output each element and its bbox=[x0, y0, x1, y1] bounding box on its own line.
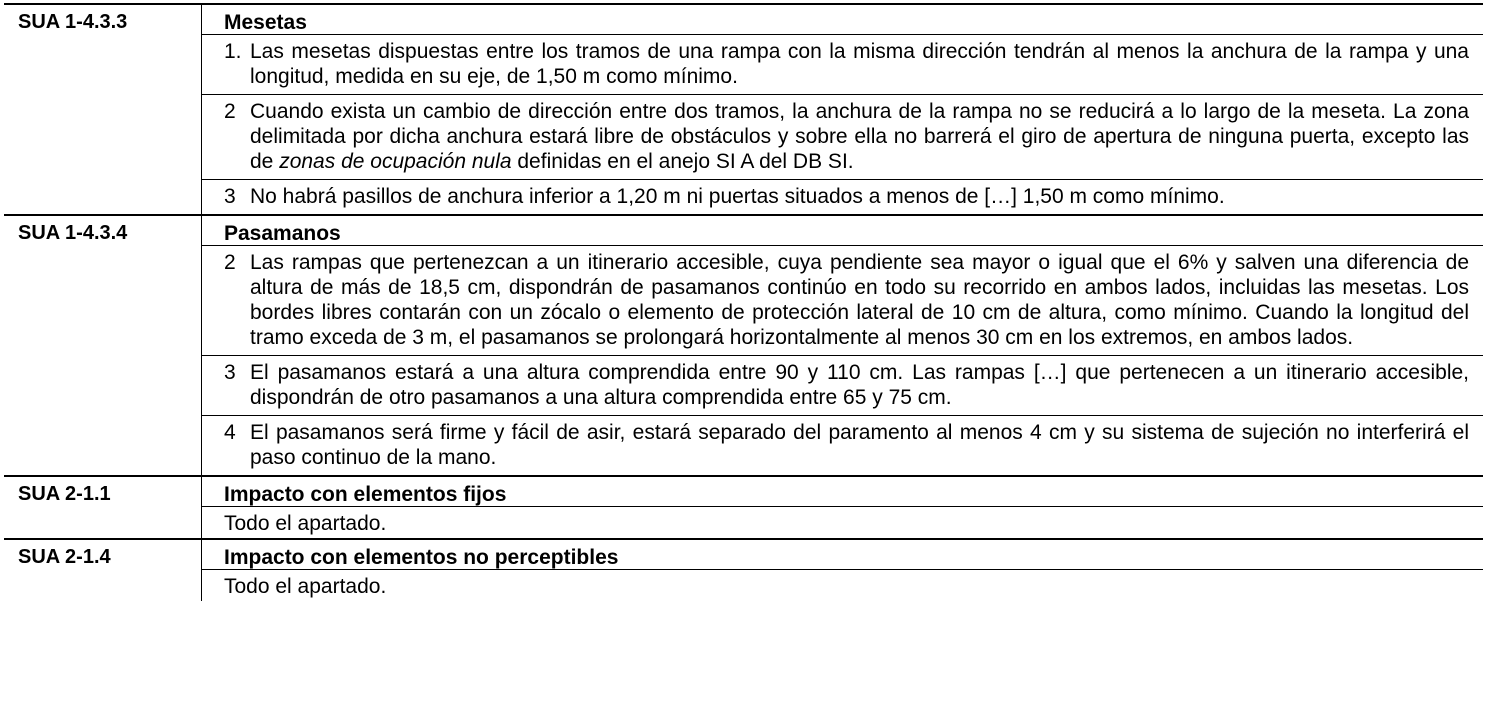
section-title: Impacto con elementos no perceptibles bbox=[224, 546, 619, 569]
section-code: SUA 2-1.4 bbox=[18, 546, 111, 568]
list-item bbox=[202, 355, 1483, 415]
italic-term: zonas de ocupación nula bbox=[279, 150, 512, 173]
list-item bbox=[202, 94, 1483, 179]
requirements-table bbox=[4, 3, 1483, 601]
section-title: Impacto con elementos fijos bbox=[224, 483, 507, 506]
item-number: 2 bbox=[224, 100, 236, 123]
item-number: 1. bbox=[224, 40, 242, 63]
section-sua-2-1-4 bbox=[4, 538, 1483, 601]
item-text: Las mesetas dispuestas entre los tramos de una rampa con la misma dirección tendrán al menos la anchura de la rampa y una longitud, medida en su eje, de 1,50 m como mínimo. bbox=[250, 40, 1469, 88]
item-text: No habrá pasillos de anchura inferior a 1,20 m ni puertas situados a menos de […] 1,50 m como mínimo. bbox=[250, 185, 1225, 208]
section-body bbox=[201, 540, 1483, 601]
item-number: 4 bbox=[224, 421, 236, 444]
section-sua-1-4-3-4 bbox=[4, 214, 1483, 475]
item-text: Cuando exista un cambio de dirección entre dos tramos, la anchura de la rampa no se reducirá a lo largo de la meseta. La zona delimitada por dicha anchura estará libre de obstáculos y sobre ella no barrerá el giro de apertura de ninguna puerta, excepto las de zonas de ocupación nula definidas en el anejo SI A del DB SI. bbox=[250, 100, 1469, 173]
item-number: 2 bbox=[224, 251, 236, 274]
section-body bbox=[201, 216, 1483, 475]
item-number: 3 bbox=[224, 361, 236, 384]
item-text: El pasamanos estará a una altura comprendida entre 90 y 110 cm. Las rampas […] que pertenecen a un itinerario accesible, dispondrán de otro pasamanos a una altura comprendida entre 65 y 75 cm. bbox=[250, 361, 1469, 409]
section-title: Pasamanos bbox=[224, 222, 341, 245]
list-item bbox=[202, 179, 1483, 214]
section-title: Mesetas bbox=[224, 11, 307, 34]
item-text: Las rampas que pertenezcan a un itinerario accesible, cuya pendiente sea mayor o igual que el 6% y salven una diferencia de altura de más de 18,5 cm, dispondrán de pasamanos continúo en todo su recorrido en ambos lados, incluidas las mesetas. Los bordes libres contarán con un zócalo o elemento de protección lateral de 10 cm de altura, como mínimo. Cuando la longitud del tramo exceda de 3 m, el pasamanos se prolongará horizontalmente al menos 30 cm en los extremos, en ambos lados. bbox=[250, 251, 1469, 349]
section-sua-1-4-3-3 bbox=[4, 3, 1483, 214]
list-item bbox=[202, 245, 1483, 355]
item-number: 3 bbox=[224, 185, 236, 208]
section-scope-text: Todo el apartado. bbox=[202, 506, 1483, 538]
item-text: El pasamanos será firme y fácil de asir, estará separado del paramento al menos 4 cm y su sistema de sujeción no interferirá el paso continuo de la mano. bbox=[250, 421, 1469, 469]
section-code: SUA 1-4.3.3 bbox=[18, 11, 128, 33]
section-sua-2-1-1 bbox=[4, 475, 1483, 538]
section-code: SUA 1-4.3.4 bbox=[18, 222, 128, 244]
section-code: SUA 2-1.1 bbox=[18, 483, 111, 505]
section-body bbox=[201, 5, 1483, 214]
list-item bbox=[202, 34, 1483, 94]
section-body bbox=[201, 477, 1483, 538]
section-scope-text: Todo el apartado. bbox=[202, 569, 1483, 601]
list-item bbox=[202, 415, 1483, 475]
